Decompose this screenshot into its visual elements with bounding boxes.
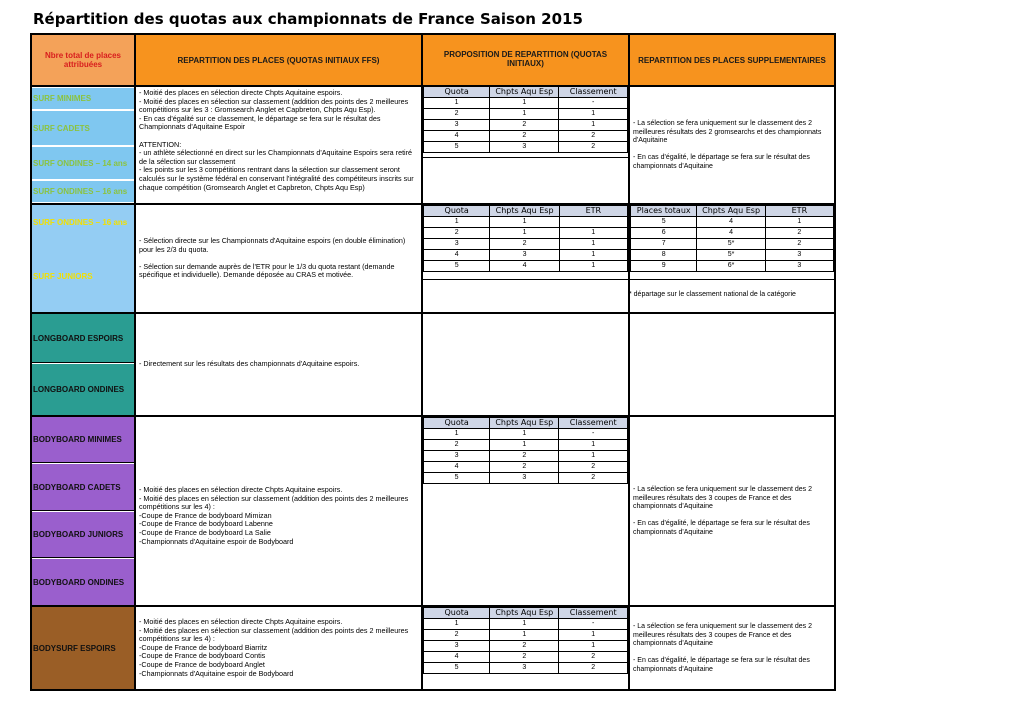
table-cell: 1 [559,641,628,652]
header-proposition: PROPOSITION DE REPARTITION (QUOTAS INITIAUX) [423,35,628,85]
table-cell: 3 [424,641,490,652]
column-header: Quota [424,87,490,98]
table-row [424,641,628,652]
juniors-selection-rules: - Sélection directe sur les Championnats d'Aquitaine espoirs (en double élimination) pour les 2/3 du quota. - Sélection sur demande auprès de l'ETR pour le 1/3 du quota restant (demande spécifique et individuelle). Demande déposée au CRAS et motivée. [139,236,406,280]
bodysurf-selection-rules: - Moitié des places en sélection directe Chpts Aquitaine espoirs. - Moitié des places en sélection sur classement (addition des points des 2 meilleures compétitions sur les 4) : -Coupe de France de bodyboard Biarritz -Coupe de France de bodyboard Contis -Coupe de France de bodyboard Anglet -Championnats d'Aquitaine espoir de Bodyboard [139,617,409,678]
surf-selection-rules: - Moitié des places en sélection directe Chpts Aquitaine espoirs. - Moitié des places en sélection sur classement (addition des points des 2 meilleures compétitions sur les 3 : Gromsearch Anglet et Capbreton, Chpts Aqu Esp). - En cas d'égalité sur ce classement, le départage se fera sur le résultat des Championnats d'Aquitaine Espoir ATTENTION: - un athlète sélectionné en direct sur les Championnats d'Aquitaine Espoirs sera retiré de la sélection sur classement - les points sur les 3 compétitions rentrant dans la sélection sur classement seront calculés sur le système fédéral en conservant l'intégralité des compétiteurs inscrits sur chaque compétition (Gromsearch Anglet et Capbreton, Chpts Aqu Esp) [139,88,414,192]
table-cell: 9 [631,261,697,272]
cell-divider [423,157,628,158]
table-cell: 4 [424,652,490,663]
table-row [424,250,628,261]
bodysurf-quota-table [423,607,628,674]
table-cell: 1 [559,261,627,272]
table-cell: 2 [559,131,628,142]
bodyboard-quota-table [423,417,628,484]
category-surf-cadets: SURF CADETS [32,110,134,146]
table-cell: 2 [424,228,490,239]
table-cell: 1 [424,429,490,440]
surf-quota-table [423,86,628,153]
page-title: Répartition des quotas aux championnats de France Saison 2015 [33,10,583,28]
table-cell: 2 [559,473,628,484]
table-row [424,142,628,153]
table-cell: 7 [631,239,697,250]
column-header: Chpts Aqu Esp [490,87,559,98]
table-cell: 8 [631,250,697,261]
table-row [631,228,834,239]
table-cell [559,217,627,228]
table-cell: 1 [559,451,628,462]
table-cell: 1 [490,98,559,109]
table-cell: 2 [765,228,833,239]
table-cell: 5 [631,217,697,228]
column-header: Chpts Aqu Esp [490,418,559,429]
table-cell: 3 [424,120,490,131]
table-row [424,630,628,641]
header-total-places: Nbre total de places attribuées [32,35,134,85]
table-row [424,462,628,473]
surf-supplementary-note: - La sélection se fera uniquement sur le classement des 2 meilleures résultats des 2 gromsearchs et des championnats d'Aquitaine - En cas d'égalité, le départage se fera sur le résultat des championnats d'Aquitaine [633,120,822,170]
column-header: Chpts Aqu Esp [490,206,559,217]
category-surf-ondines-16-juniors: SURF ONDINES – 16 ans [32,205,134,240]
column-header: ETR [559,206,627,217]
column-header: Chpts Aqu Esp [697,206,765,217]
category-surf-ondines-16: SURF ONDINES – 16 ans [32,180,134,203]
table-cell: 3 [490,250,559,261]
table-cell: 1 [490,217,559,228]
column-divider [628,33,630,691]
category-bodyboard-minimes: BODYBOARD MINIMES [32,417,134,463]
table-cell: 2 [490,451,559,462]
category-longboard-ondines: LONGBOARD ONDINES [32,364,134,415]
column-header: Quota [424,418,490,429]
table-cell: 1 [490,440,559,451]
table-cell: 2 [490,462,559,473]
bodyboard-supplementary-note: - La sélection se fera uniquement sur le classement des 2 meilleures résultats des 3 coupes de France et des championnats d'Aquitaine - En cas d'égalité, le départage se fera sur le résultat des championnats d'Aquitaine [633,486,812,536]
table-row [631,217,834,228]
table-cell: 1 [490,109,559,120]
table-cell: 3 [490,663,559,674]
category-surf-minimes: SURF MINIMES [32,87,134,110]
table-cell: 1 [424,98,490,109]
table-cell: 6* [697,261,765,272]
table-cell: 2 [424,440,490,451]
table-cell: 5 [424,261,490,272]
table-cell: 1 [559,250,627,261]
table-cell: 1 [490,429,559,440]
bodysurf-supplementary-note: - La sélection se fera uniquement sur le classement des 2 meilleures résultats des 3 coupes de France et des championnats d'Aquitaine - En cas d'égalité, le départage se fera sur le résultat des championnats d'Aquitaine [633,623,812,673]
category-bodyboard-cadets: BODYBOARD CADETS [32,464,134,511]
table-row [424,440,628,451]
longboard-selection-rules: - Directement sur les résultats des championnats d'Aquitaine espoirs. [139,359,360,368]
table-cell: 1 [559,109,628,120]
table-cell: 5 [424,663,490,674]
table-cell: 5 [424,473,490,484]
table-cell: 2 [559,663,628,674]
table-cell: 2 [424,109,490,120]
table-row [424,663,628,674]
cell-divider [423,279,834,280]
table-cell: 2 [424,630,490,641]
table-cell: 3 [490,473,559,484]
table-cell: 5* [697,250,765,261]
table-row [424,473,628,484]
table-row [424,217,628,228]
table-cell: 3 [765,250,833,261]
table-cell: 2 [559,142,628,153]
table-cell: 2 [559,462,628,473]
table-cell: 1 [765,217,833,228]
juniors-extra-table [630,205,834,272]
column-header: Quota [424,608,490,619]
table-row [424,429,628,440]
header-places-supplementaires: REPARTITION DES PLACES SUPPLEMENTAIRES [630,35,834,85]
table-cell: 2 [490,641,559,652]
table-cell: 5* [697,239,765,250]
category-bodysurf-espoirs: BODYSURF ESPOIRS [32,607,134,689]
table-cell: 4 [697,217,765,228]
column-header: Quota [424,206,490,217]
category-surf-juniors: SURF JUNIORS [32,240,134,312]
table-cell: 1 [424,217,490,228]
table-row [424,228,628,239]
column-header: Chpts Aqu Esp [490,608,559,619]
table-row [424,98,628,109]
table-cell: 4 [490,261,559,272]
table-cell: 2 [765,239,833,250]
table-row [424,109,628,120]
table-cell: 1 [559,630,628,641]
table-row [424,451,628,462]
table-cell: 4 [424,131,490,142]
column-header: ETR [765,206,833,217]
column-header: Classement [559,418,628,429]
table-cell: 4 [424,462,490,473]
table-cell: 1 [490,228,559,239]
table-row [424,131,628,142]
juniors-quota-table [423,205,628,272]
bodyboard-selection-rules: - Moitié des places en sélection directe Chpts Aquitaine espoirs. - Moitié des places en sélection sur classement (addition des points des 2 meilleures compétitions sur les 4) : -Coupe de France de bodyboard Mimizan -Coupe de France de bodyboard Labenne -Coupe de France de bodyboard La Salie -Championnats d'Aquitaine espoir de Bodyboard [139,485,409,546]
table-cell: 5 [424,142,490,153]
table-cell: 3 [765,261,833,272]
table-cell: - [559,619,628,630]
table-cell: 2 [490,652,559,663]
table-cell: 6 [631,228,697,239]
header-repartition: REPARTITION DES PLACES (QUOTAS INITIAUX FFS) [136,35,421,85]
table-cell: 4 [697,228,765,239]
table-cell: - [559,429,628,440]
column-header: Classement [559,608,628,619]
table-cell: 3 [424,451,490,462]
table-cell: 2 [490,239,559,250]
juniors-footnote: * départage sur le classement national de la catégorie [629,291,796,298]
table-cell: 1 [559,239,627,250]
table-row [631,261,834,272]
category-bodyboard-juniors: BODYBOARD JUNIORS [32,512,134,558]
column-header: Classement [559,87,628,98]
section-divider [30,312,836,314]
table-cell: 2 [490,131,559,142]
table-cell: - [559,98,628,109]
table-row [424,239,628,250]
table-row [631,250,834,261]
table-cell: 2 [559,652,628,663]
table-cell: 1 [559,120,628,131]
category-surf-ondines-14: SURF ONDINES – 14 ans [32,146,134,180]
column-header: Places totaux [631,206,697,217]
table-row [424,261,628,272]
category-longboard-espoirs: LONGBOARD ESPOIRS [32,314,134,363]
table-cell: 2 [490,120,559,131]
table-row [631,239,834,250]
table-cell: 1 [559,228,627,239]
table-cell: 4 [424,250,490,261]
category-bodyboard-ondines: BODYBOARD ONDINES [32,559,134,605]
table-row [424,619,628,630]
table-cell: 1 [559,440,628,451]
table-cell: 1 [424,619,490,630]
table-cell: 1 [490,619,559,630]
table-row [424,652,628,663]
table-cell: 3 [424,239,490,250]
column-divider [134,33,136,691]
table-cell: 1 [490,630,559,641]
table-row [424,120,628,131]
table-cell: 3 [490,142,559,153]
